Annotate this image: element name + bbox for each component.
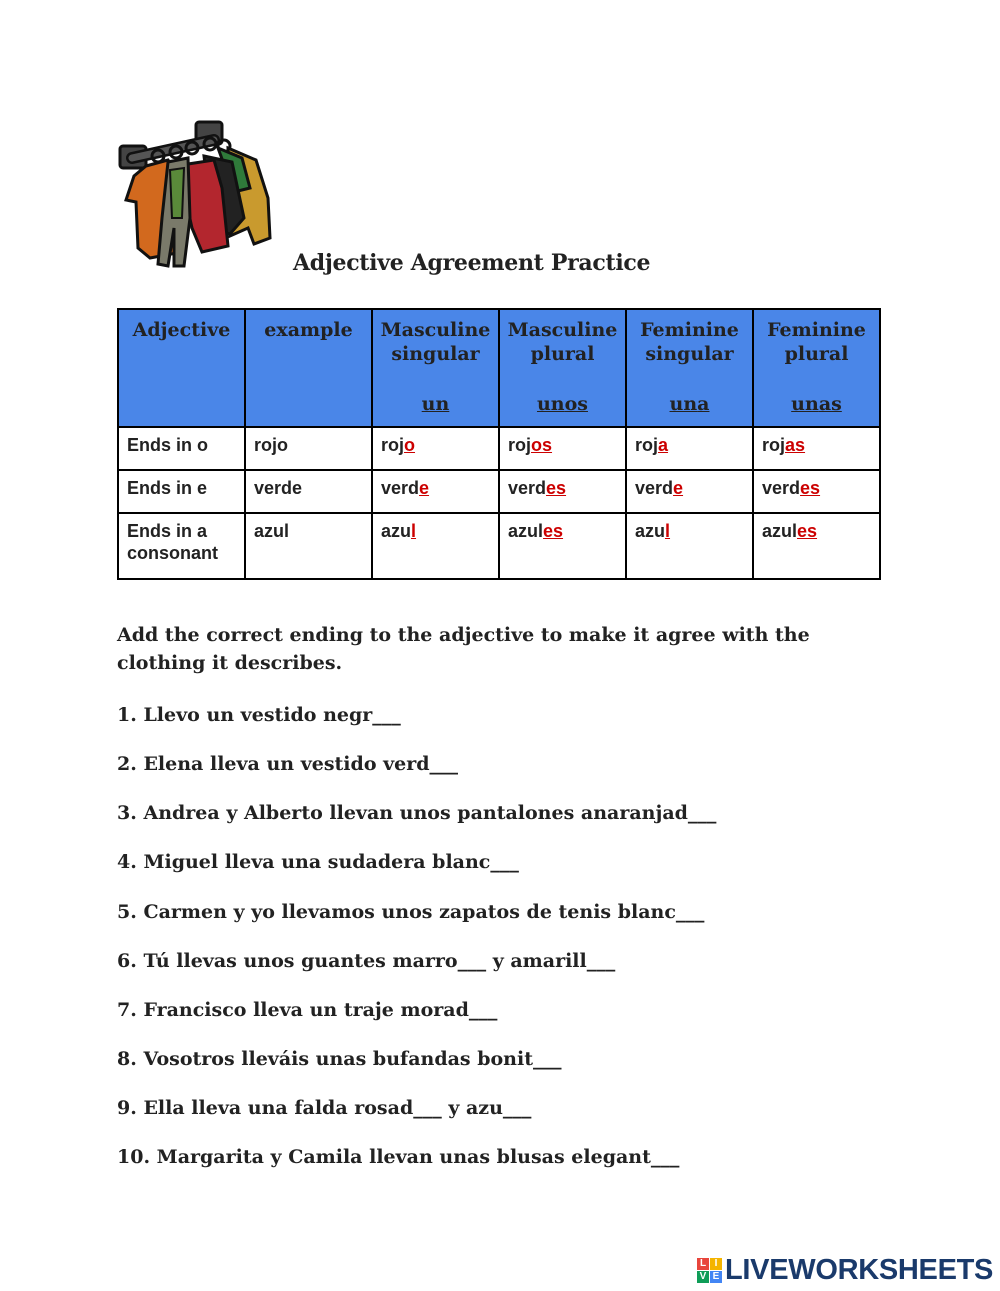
ending: es xyxy=(543,521,564,541)
adjective-table xyxy=(117,308,881,580)
ending: l xyxy=(665,521,671,541)
row-example: verde xyxy=(245,470,372,513)
article-un: un xyxy=(421,393,450,415)
instructions: Add the correct ending to the adjective to make it agree with the clothing it describes. xyxy=(117,624,810,674)
table-header-row xyxy=(118,309,880,427)
form-cell: rojas xyxy=(753,427,880,470)
question-7: 7. Francisco lleva un traje morad___ xyxy=(117,999,498,1021)
row-type: Ends in o xyxy=(118,427,245,470)
table-row xyxy=(118,513,880,579)
form-cell: azules xyxy=(753,513,880,579)
row-type: Ends in a consonant xyxy=(118,513,245,579)
header-adjective: Adjective xyxy=(118,309,245,427)
article-unos: unos xyxy=(536,393,588,415)
form-cell: verdes xyxy=(499,470,626,513)
ending: es xyxy=(800,478,821,498)
header-feminine-plural: Feminine plural unas xyxy=(753,309,880,427)
form-cell: verde xyxy=(626,470,753,513)
ending: o xyxy=(404,435,416,455)
ending: e xyxy=(673,478,684,498)
page-title: Adjective Agreement Practice xyxy=(293,250,651,276)
question-9: 9. Ella lleva una falda rosad___ y azu___ xyxy=(117,1097,532,1119)
header-masculine-plural: Masculine plural unos xyxy=(499,309,626,427)
logo-text: LIVEWORKSHEETS xyxy=(725,1254,994,1286)
question-4: 4. Miguel lleva una sudadera blanc___ xyxy=(117,851,519,873)
header-feminine-singular: Feminine singular una xyxy=(626,309,753,427)
row-example: azul xyxy=(245,513,372,579)
row-type: Ends in e xyxy=(118,470,245,513)
question-1: 1. Llevo un vestido negr___ xyxy=(117,704,401,726)
ending: l xyxy=(411,521,417,541)
table-row xyxy=(118,427,880,470)
article-unas: unas xyxy=(791,393,842,415)
form-cell: rojos xyxy=(499,427,626,470)
ending: es xyxy=(546,478,567,498)
logo-mark-icon: L I V E xyxy=(697,1258,722,1283)
form-cell: rojo xyxy=(372,427,499,470)
question-3: 3. Andrea y Alberto llevan unos pantalones anaranjad___ xyxy=(117,802,717,824)
form-cell: verde xyxy=(372,470,499,513)
question-5: 5. Carmen y yo llevamos unos zapatos de tenis blanc___ xyxy=(117,901,705,923)
question-10: 10. Margarita y Camila llevan unas blusas elegant___ xyxy=(117,1146,680,1168)
form-cell: roja xyxy=(626,427,753,470)
ending: e xyxy=(419,478,430,498)
form-cell: verdes xyxy=(753,470,880,513)
question-8: 8. Vosotros lleváis unas bufandas bonit___ xyxy=(117,1048,562,1070)
table-row xyxy=(118,470,880,513)
ending: os xyxy=(531,435,553,455)
ending: a xyxy=(658,435,669,455)
liveworksheets-logo[interactable] xyxy=(697,1254,993,1287)
header-example: example xyxy=(245,309,372,427)
clothing-rack-icon xyxy=(118,118,276,276)
form-cell: azul xyxy=(626,513,753,579)
header-masculine-singular: Masculine singular un xyxy=(372,309,499,427)
article-una: una xyxy=(669,393,710,415)
question-6: 6. Tú llevas unos guantes marro___ y amarill___ xyxy=(117,950,616,972)
form-cell: azules xyxy=(499,513,626,579)
row-example: rojo xyxy=(245,427,372,470)
ending: as xyxy=(785,435,806,455)
question-2: 2. Elena lleva un vestido verd___ xyxy=(117,753,459,775)
ending: es xyxy=(797,521,818,541)
form-cell: azul xyxy=(372,513,499,579)
